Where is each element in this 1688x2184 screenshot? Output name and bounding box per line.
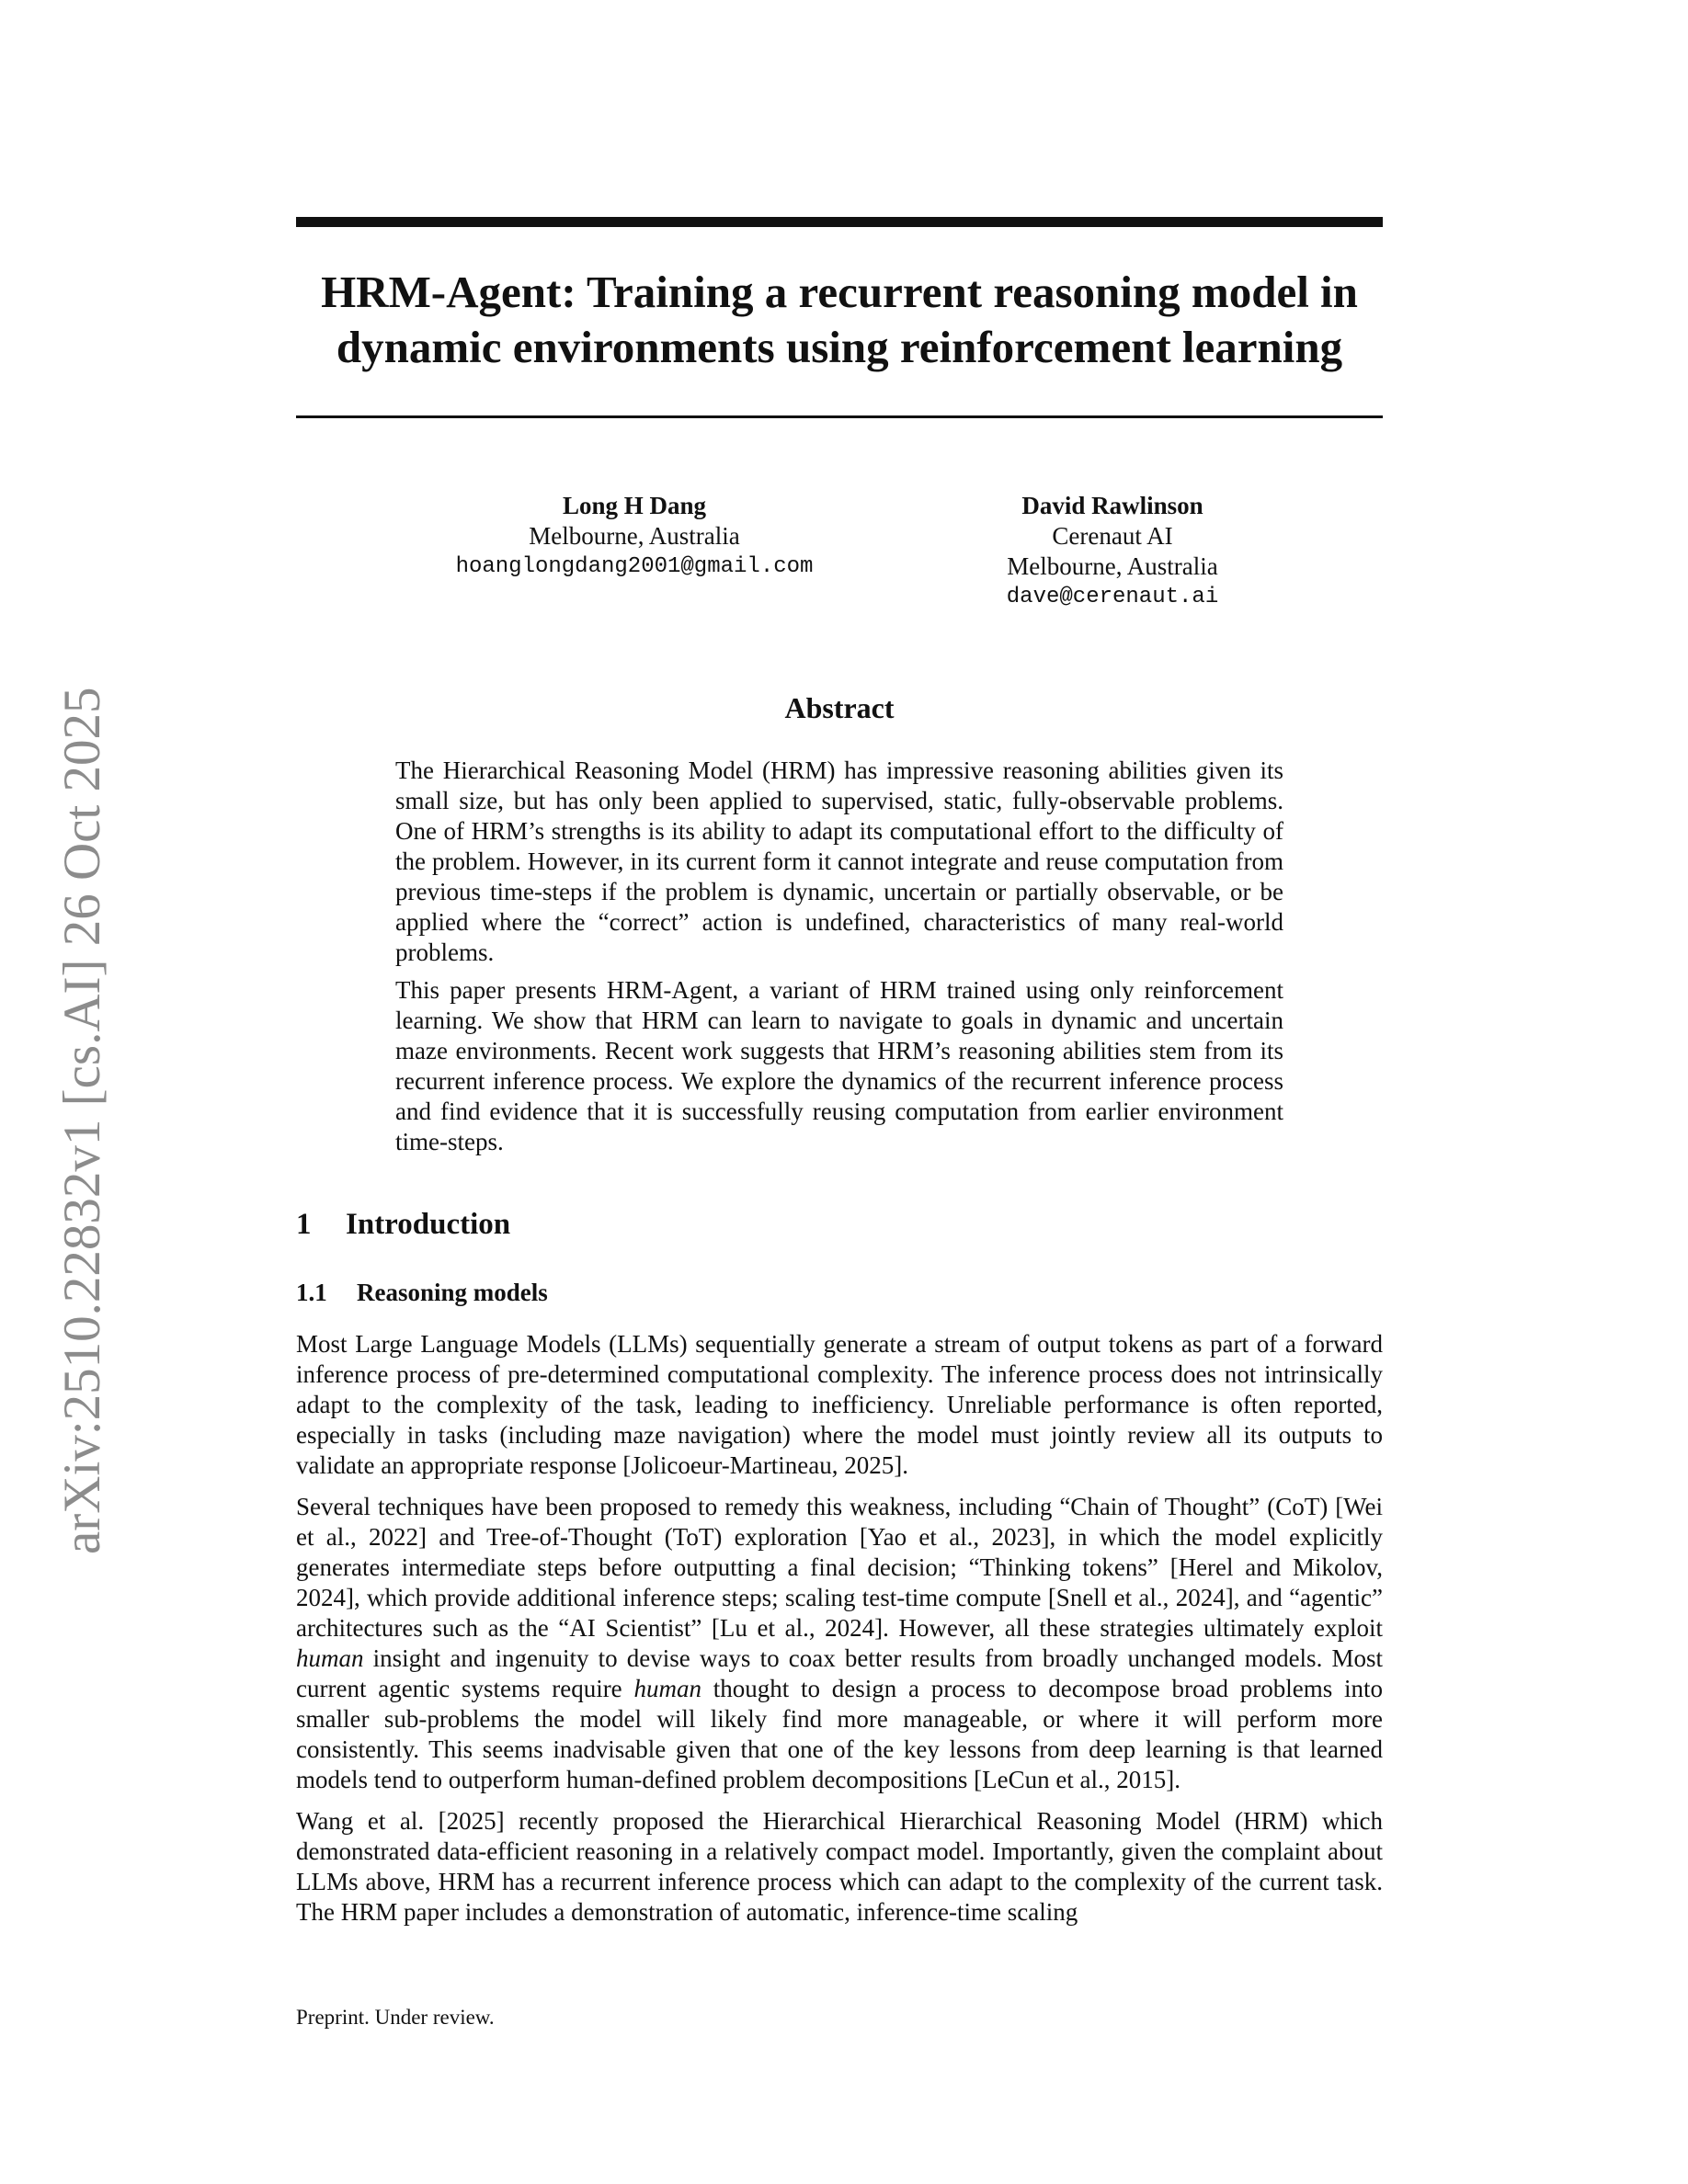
title-top-rule: [296, 217, 1383, 227]
author-affiliation: Melbourne, Australia: [529, 522, 740, 550]
body-paragraph: Most Large Language Models (LLMs) sequentially generate a stream of output tokens as part of a forward inference process of pre-determined computational complexity. The inference process does not intrinsically adapt to the complexity of the task, leading to inefficiency. Unreliable performance is often reported, especially in tasks (including maze navigation) where the model must jointly review all its outputs to validate an appropriate response [Jolicoeur-Martineau, 2025].: [296, 1330, 1383, 1479]
abstract-body: [395, 756, 1283, 1165]
author-email[interactable]: hoanglongdang2001@gmail.com: [455, 554, 814, 579]
subsection-heading: [296, 1279, 548, 1307]
author-location: Melbourne, Australia: [1007, 552, 1218, 580]
abstract-heading: Abstract: [784, 691, 895, 724]
section-title: Introduction: [346, 1208, 511, 1241]
body-text: [296, 1329, 1383, 1939]
emphasis: human: [633, 1675, 701, 1702]
author-block-2: [975, 491, 1250, 612]
paper-title: [296, 265, 1383, 375]
author-name: Long H Dang: [562, 492, 707, 519]
section-heading: [296, 1208, 510, 1242]
footer-note: Preprint. Under review.: [296, 2006, 495, 2029]
abstract-paragraph: The Hierarchical Reasoning Model (HRM) has impressive reasoning abilities given its small size, but has only been applied to supervised, static, fully-observable problems. One of HRM’s strengths is its ability to adapt its computational effort to the difficulty of the problem. However, in its current form it cannot integrate and reuse computation from previous time-steps if the problem is dynamic, uncertain or partially observable, or be applied where the “correct” action is undefined, characteristics of many real-world problems.: [395, 756, 1283, 966]
subsection-title: Reasoning models: [357, 1279, 548, 1306]
body-paragraph: [296, 1492, 1383, 1795]
title-bottom-rule: [296, 415, 1383, 418]
abstract-paragraph: This paper presents HRM-Agent, a variant of HRM trained using only reinforcement learning. We show that HRM can learn to navigate to goals in dynamic and uncertain maze environments. Recent work suggests that HRM’s reasoning abilities stem from its recurrent inference process. We explore the dynamics of the recurrent inference process and find evidence that it is successfully reusing computation from earlier environment time-steps.: [395, 976, 1283, 1155]
emphasis: human: [296, 1644, 364, 1672]
author-email[interactable]: dave@cerenaut.ai: [1006, 585, 1219, 609]
arxiv-side-label: arXiv:2510.22832v1 [cs.AI] 26 Oct 2025: [53, 687, 111, 1554]
title-line-1: HRM-Agent: Training a recurrent reasoning model in: [321, 267, 1358, 317]
author-name: David Rawlinson: [1021, 492, 1203, 519]
body-paragraph: Wang et al. [2025] recently proposed the Hierarchical Hierarchical Reasoning Model (HRM) which demonstrated data-efficient reasoning in a relatively compact model. Importantly, given the complaint about LLMs above, HRM has a recurrent inference process which can adapt to the complexity of the current task. The HRM paper includes a demonstration of automatic, inference-time scaling: [296, 1807, 1383, 1926]
subsection-number: 1.1: [296, 1279, 327, 1306]
title-line-2: dynamic environments using reinforcement learning: [336, 322, 1343, 372]
author-affiliation: Cerenaut AI: [1052, 522, 1173, 550]
section-number: 1: [296, 1208, 312, 1241]
body-text-run: insight and ingenuity to devise ways to coax better results from broadly unchanged models. Most current agentic systems require: [296, 1644, 1383, 1702]
body-text-run: Several techniques have been proposed to remedy this weakness, including “Chain of Thought” (CoT) [Wei et al., 2022] and Tree-of-Thought (ToT) exploration [Yao et al., 2023], in which the model explicitly generates intermediate steps before outputting a final decision; “Thinking tokens” [Herel and Mikolov, 2024], which provide additional inference steps; scaling test-time compute [Snell et al., 2024], and “agentic” architectures such as the “AI Scientist” [Lu et al., 2024]. However, all these strategies ultimately exploit: [296, 1493, 1383, 1642]
body-text-run: thought to design a process to decompose broad problems into smaller sub-problems the model will likely find more manageable, or where it will perform more consistently. This seems inadvisable given that one of the key lessons from deep learning is that learned models tend to outperform human-defined problem decompositions [LeCun et al., 2015].: [296, 1675, 1384, 1793]
author-block-1: [441, 491, 827, 582]
